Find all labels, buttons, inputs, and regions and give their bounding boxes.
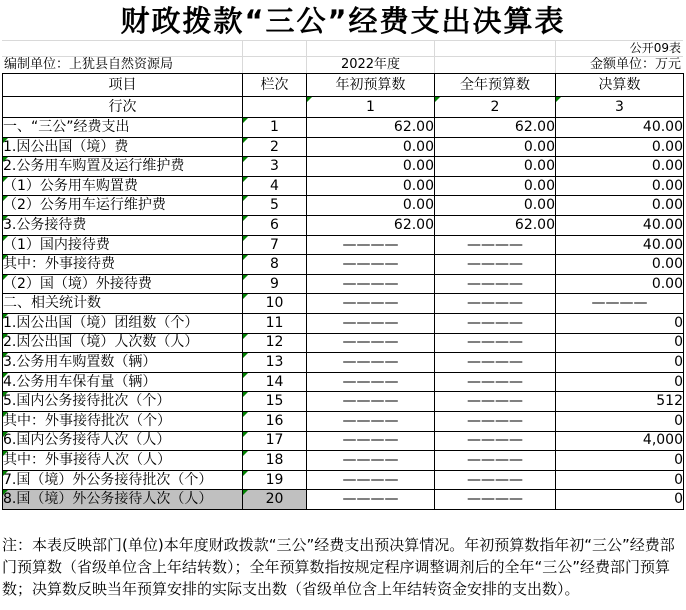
initial-budget-cell: 62.00 bbox=[307, 215, 435, 235]
page-title: 财政拨款“三公”经费支出决算表 bbox=[120, 4, 566, 38]
annual-budget-cell: 62.00 bbox=[435, 215, 556, 235]
row-number-cell: 20 bbox=[243, 490, 307, 510]
final-accounts-cell: 0 bbox=[556, 451, 684, 471]
row-number-header-row bbox=[3, 97, 684, 118]
row-number-label: 行次 bbox=[3, 97, 243, 118]
annual-budget-cell: 0.00 bbox=[435, 176, 556, 196]
final-accounts-cell: 0.00 bbox=[556, 137, 684, 157]
final-accounts-cell: 40.00 bbox=[556, 235, 684, 255]
annual-budget-cell: ———— bbox=[435, 372, 556, 392]
row-label: 其中：外事接待批次（个） bbox=[3, 411, 243, 431]
fiscal-year-label: 2022年度 bbox=[306, 57, 434, 73]
table-row bbox=[3, 255, 684, 275]
row-label: 2.因公出国（境）人次数（人） bbox=[3, 333, 243, 353]
form-code-row bbox=[2, 40, 683, 56]
table-row bbox=[3, 274, 684, 294]
row-number-cell: 9 bbox=[243, 274, 307, 294]
table-row bbox=[3, 470, 684, 490]
preparing-unit-label: 编制单位：上犹县自然资源局 bbox=[4, 57, 174, 72]
initial-budget-cell: ———— bbox=[307, 431, 435, 451]
form-code-spacer bbox=[434, 41, 555, 56]
table-row bbox=[3, 451, 684, 471]
form-code-spacer bbox=[306, 41, 434, 56]
row-number-cell: 2 bbox=[243, 137, 307, 157]
row-number-cell: 13 bbox=[243, 353, 307, 373]
table-row bbox=[3, 490, 684, 510]
amount-unit-label: 金额单位：万元 bbox=[555, 57, 683, 73]
table-row bbox=[3, 392, 684, 412]
row-number-cell: 8 bbox=[243, 255, 307, 275]
table-row bbox=[3, 313, 684, 333]
annual-budget-cell: ———— bbox=[435, 294, 556, 314]
row-number-cell: 18 bbox=[243, 451, 307, 471]
annual-budget-cell: ———— bbox=[435, 235, 556, 255]
form-code-spacer bbox=[2, 41, 242, 56]
initial-budget-cell: 0.00 bbox=[307, 137, 435, 157]
row-number-cell: 3 bbox=[243, 157, 307, 177]
final-accounts-cell: 0.00 bbox=[556, 157, 684, 177]
row-number-cell: 17 bbox=[243, 431, 307, 451]
final-accounts-cell: 0.00 bbox=[556, 274, 684, 294]
final-accounts-cell: 0.00 bbox=[556, 176, 684, 196]
row-label: 8.国（境）外公务接待人次（人） bbox=[3, 490, 243, 510]
table-row bbox=[3, 196, 684, 216]
final-accounts-cell: 4,000 bbox=[556, 431, 684, 451]
row-label: （1）国内接待费 bbox=[3, 235, 243, 255]
column-number-3: 3 bbox=[556, 97, 684, 118]
meta-spacer bbox=[242, 57, 306, 73]
form-code-spacer bbox=[242, 41, 306, 56]
row-number-cell: 7 bbox=[243, 235, 307, 255]
column-header-annual-budget: 全年预算数 bbox=[435, 74, 556, 97]
column-header-final-accounts: 决算数 bbox=[556, 74, 684, 97]
row-label: 二、相关统计数 bbox=[3, 294, 243, 314]
row-number-cell: 12 bbox=[243, 333, 307, 353]
table-row bbox=[3, 333, 684, 353]
annual-budget-cell: ———— bbox=[435, 451, 556, 471]
annual-budget-cell: ———— bbox=[435, 490, 556, 510]
final-accounts-cell: 40.00 bbox=[556, 118, 684, 138]
annual-budget-cell: 0.00 bbox=[435, 137, 556, 157]
row-label: （1）公务用车购置费 bbox=[3, 176, 243, 196]
three-public-expense-table bbox=[2, 73, 684, 510]
annual-budget-cell: ———— bbox=[435, 470, 556, 490]
row-label: 5.国内公务接待批次（个） bbox=[3, 392, 243, 412]
column-header-lanci: 栏次 bbox=[243, 74, 307, 97]
annual-budget-cell: ———— bbox=[435, 274, 556, 294]
table-row bbox=[3, 176, 684, 196]
final-accounts-cell: 0 bbox=[556, 313, 684, 333]
annual-budget-cell: ———— bbox=[435, 255, 556, 275]
initial-budget-cell: ———— bbox=[307, 294, 435, 314]
row-label: （2）公务用车运行维护费 bbox=[3, 196, 243, 216]
initial-budget-cell: ———— bbox=[307, 313, 435, 333]
final-accounts-cell: 512 bbox=[556, 392, 684, 412]
row-number-cell: 16 bbox=[243, 411, 307, 431]
row-number-cell: 5 bbox=[243, 196, 307, 216]
table-body bbox=[3, 118, 684, 510]
table-row bbox=[3, 157, 684, 177]
table-row bbox=[3, 215, 684, 235]
meta-row bbox=[2, 56, 683, 73]
initial-budget-cell: ———— bbox=[307, 333, 435, 353]
final-accounts-cell: 0.00 bbox=[556, 196, 684, 216]
final-accounts-cell: 0 bbox=[556, 333, 684, 353]
table-row bbox=[3, 431, 684, 451]
initial-budget-cell: 0.00 bbox=[307, 196, 435, 216]
initial-budget-cell: ———— bbox=[307, 470, 435, 490]
initial-budget-cell: ———— bbox=[307, 235, 435, 255]
row-number-cell: 1 bbox=[243, 118, 307, 138]
row-label: 1.因公出国（境）团组数（个） bbox=[3, 313, 243, 333]
final-accounts-cell: 40.00 bbox=[556, 215, 684, 235]
row-number-empty-cell bbox=[243, 97, 307, 118]
initial-budget-cell: ———— bbox=[307, 353, 435, 373]
initial-budget-cell: ———— bbox=[307, 490, 435, 510]
column-header-item: 项目 bbox=[3, 74, 243, 97]
row-label: 3.公务用车购置数（辆） bbox=[3, 353, 243, 373]
annual-budget-cell: ———— bbox=[435, 333, 556, 353]
table-row bbox=[3, 235, 684, 255]
row-number-cell: 14 bbox=[243, 372, 307, 392]
table-row bbox=[3, 372, 684, 392]
final-accounts-cell: ———— bbox=[556, 294, 684, 314]
row-label: 一、“三公”经费支出 bbox=[3, 118, 243, 138]
meta-spacer bbox=[434, 57, 555, 73]
row-label: 4.公务用车保有量（辆） bbox=[3, 372, 243, 392]
initial-budget-cell: ———— bbox=[307, 274, 435, 294]
annual-budget-cell: ———— bbox=[435, 411, 556, 431]
row-label: 2.公务用车购置及运行维护费 bbox=[3, 157, 243, 177]
initial-budget-cell: 0.00 bbox=[307, 176, 435, 196]
table-row bbox=[3, 353, 684, 373]
column-number-1: 1 bbox=[307, 97, 435, 118]
initial-budget-cell: ———— bbox=[307, 451, 435, 471]
initial-budget-cell: ———— bbox=[307, 392, 435, 412]
final-accounts-cell: 0 bbox=[556, 470, 684, 490]
row-number-cell: 4 bbox=[243, 176, 307, 196]
table-row bbox=[3, 411, 684, 431]
annual-budget-cell: 0.00 bbox=[435, 196, 556, 216]
row-label: 其中：外事接待人次（人） bbox=[3, 451, 243, 471]
row-number-cell: 6 bbox=[243, 215, 307, 235]
row-number-cell: 11 bbox=[243, 313, 307, 333]
row-label: 6.国内公务接待人次（人） bbox=[3, 431, 243, 451]
row-label: 7.国（境）外公务接待批次（个） bbox=[3, 470, 243, 490]
initial-budget-cell: ———— bbox=[307, 372, 435, 392]
annual-budget-cell: ———— bbox=[435, 431, 556, 451]
final-accounts-cell: 0 bbox=[556, 490, 684, 510]
row-label: 其中：外事接待费 bbox=[3, 255, 243, 275]
table-row bbox=[3, 137, 684, 157]
table-row bbox=[3, 118, 684, 138]
row-label: 1.因公出国（境）费 bbox=[3, 137, 243, 157]
annual-budget-cell: ———— bbox=[435, 353, 556, 373]
final-accounts-cell: 0 bbox=[556, 372, 684, 392]
table-header-row bbox=[3, 74, 684, 97]
annual-budget-cell: ———— bbox=[435, 313, 556, 333]
initial-budget-cell: 0.00 bbox=[307, 157, 435, 177]
table-row bbox=[3, 294, 684, 314]
form-code-label: 公开09表 bbox=[555, 41, 683, 56]
row-number-cell: 19 bbox=[243, 470, 307, 490]
column-number-2: 2 bbox=[435, 97, 556, 118]
final-accounts-cell: 0.00 bbox=[556, 255, 684, 275]
column-header-initial-budget: 年初预算数 bbox=[307, 74, 435, 97]
initial-budget-cell: ———— bbox=[307, 255, 435, 275]
row-label: （2）国（境）外接待费 bbox=[3, 274, 243, 294]
final-accounts-cell: 0 bbox=[556, 353, 684, 373]
annual-budget-cell: 62.00 bbox=[435, 118, 556, 138]
annual-budget-cell: ———— bbox=[435, 392, 556, 412]
row-number-cell: 15 bbox=[243, 392, 307, 412]
initial-budget-cell: 62.00 bbox=[307, 118, 435, 138]
final-accounts-cell: 0 bbox=[556, 411, 684, 431]
row-label: 3.公务接待费 bbox=[3, 215, 243, 235]
pre-table-grid bbox=[2, 40, 683, 73]
footnote: 注：本表反映部门(单位)本年度财政拨款“三公”经费支出预决算情况。年初预算数指年初“三公”经费部门预算数（省级单位含上年结转数）；全年预算数指按规定程序调整调剂后的全年“三公”经费部门预算数；决算数反映当年预算安排的实际支出数（省级单位含上年结转资金安排的支出数）。 bbox=[2, 535, 675, 598]
annual-budget-cell: 0.00 bbox=[435, 157, 556, 177]
initial-budget-cell: ———— bbox=[307, 411, 435, 431]
row-number-cell: 10 bbox=[243, 294, 307, 314]
